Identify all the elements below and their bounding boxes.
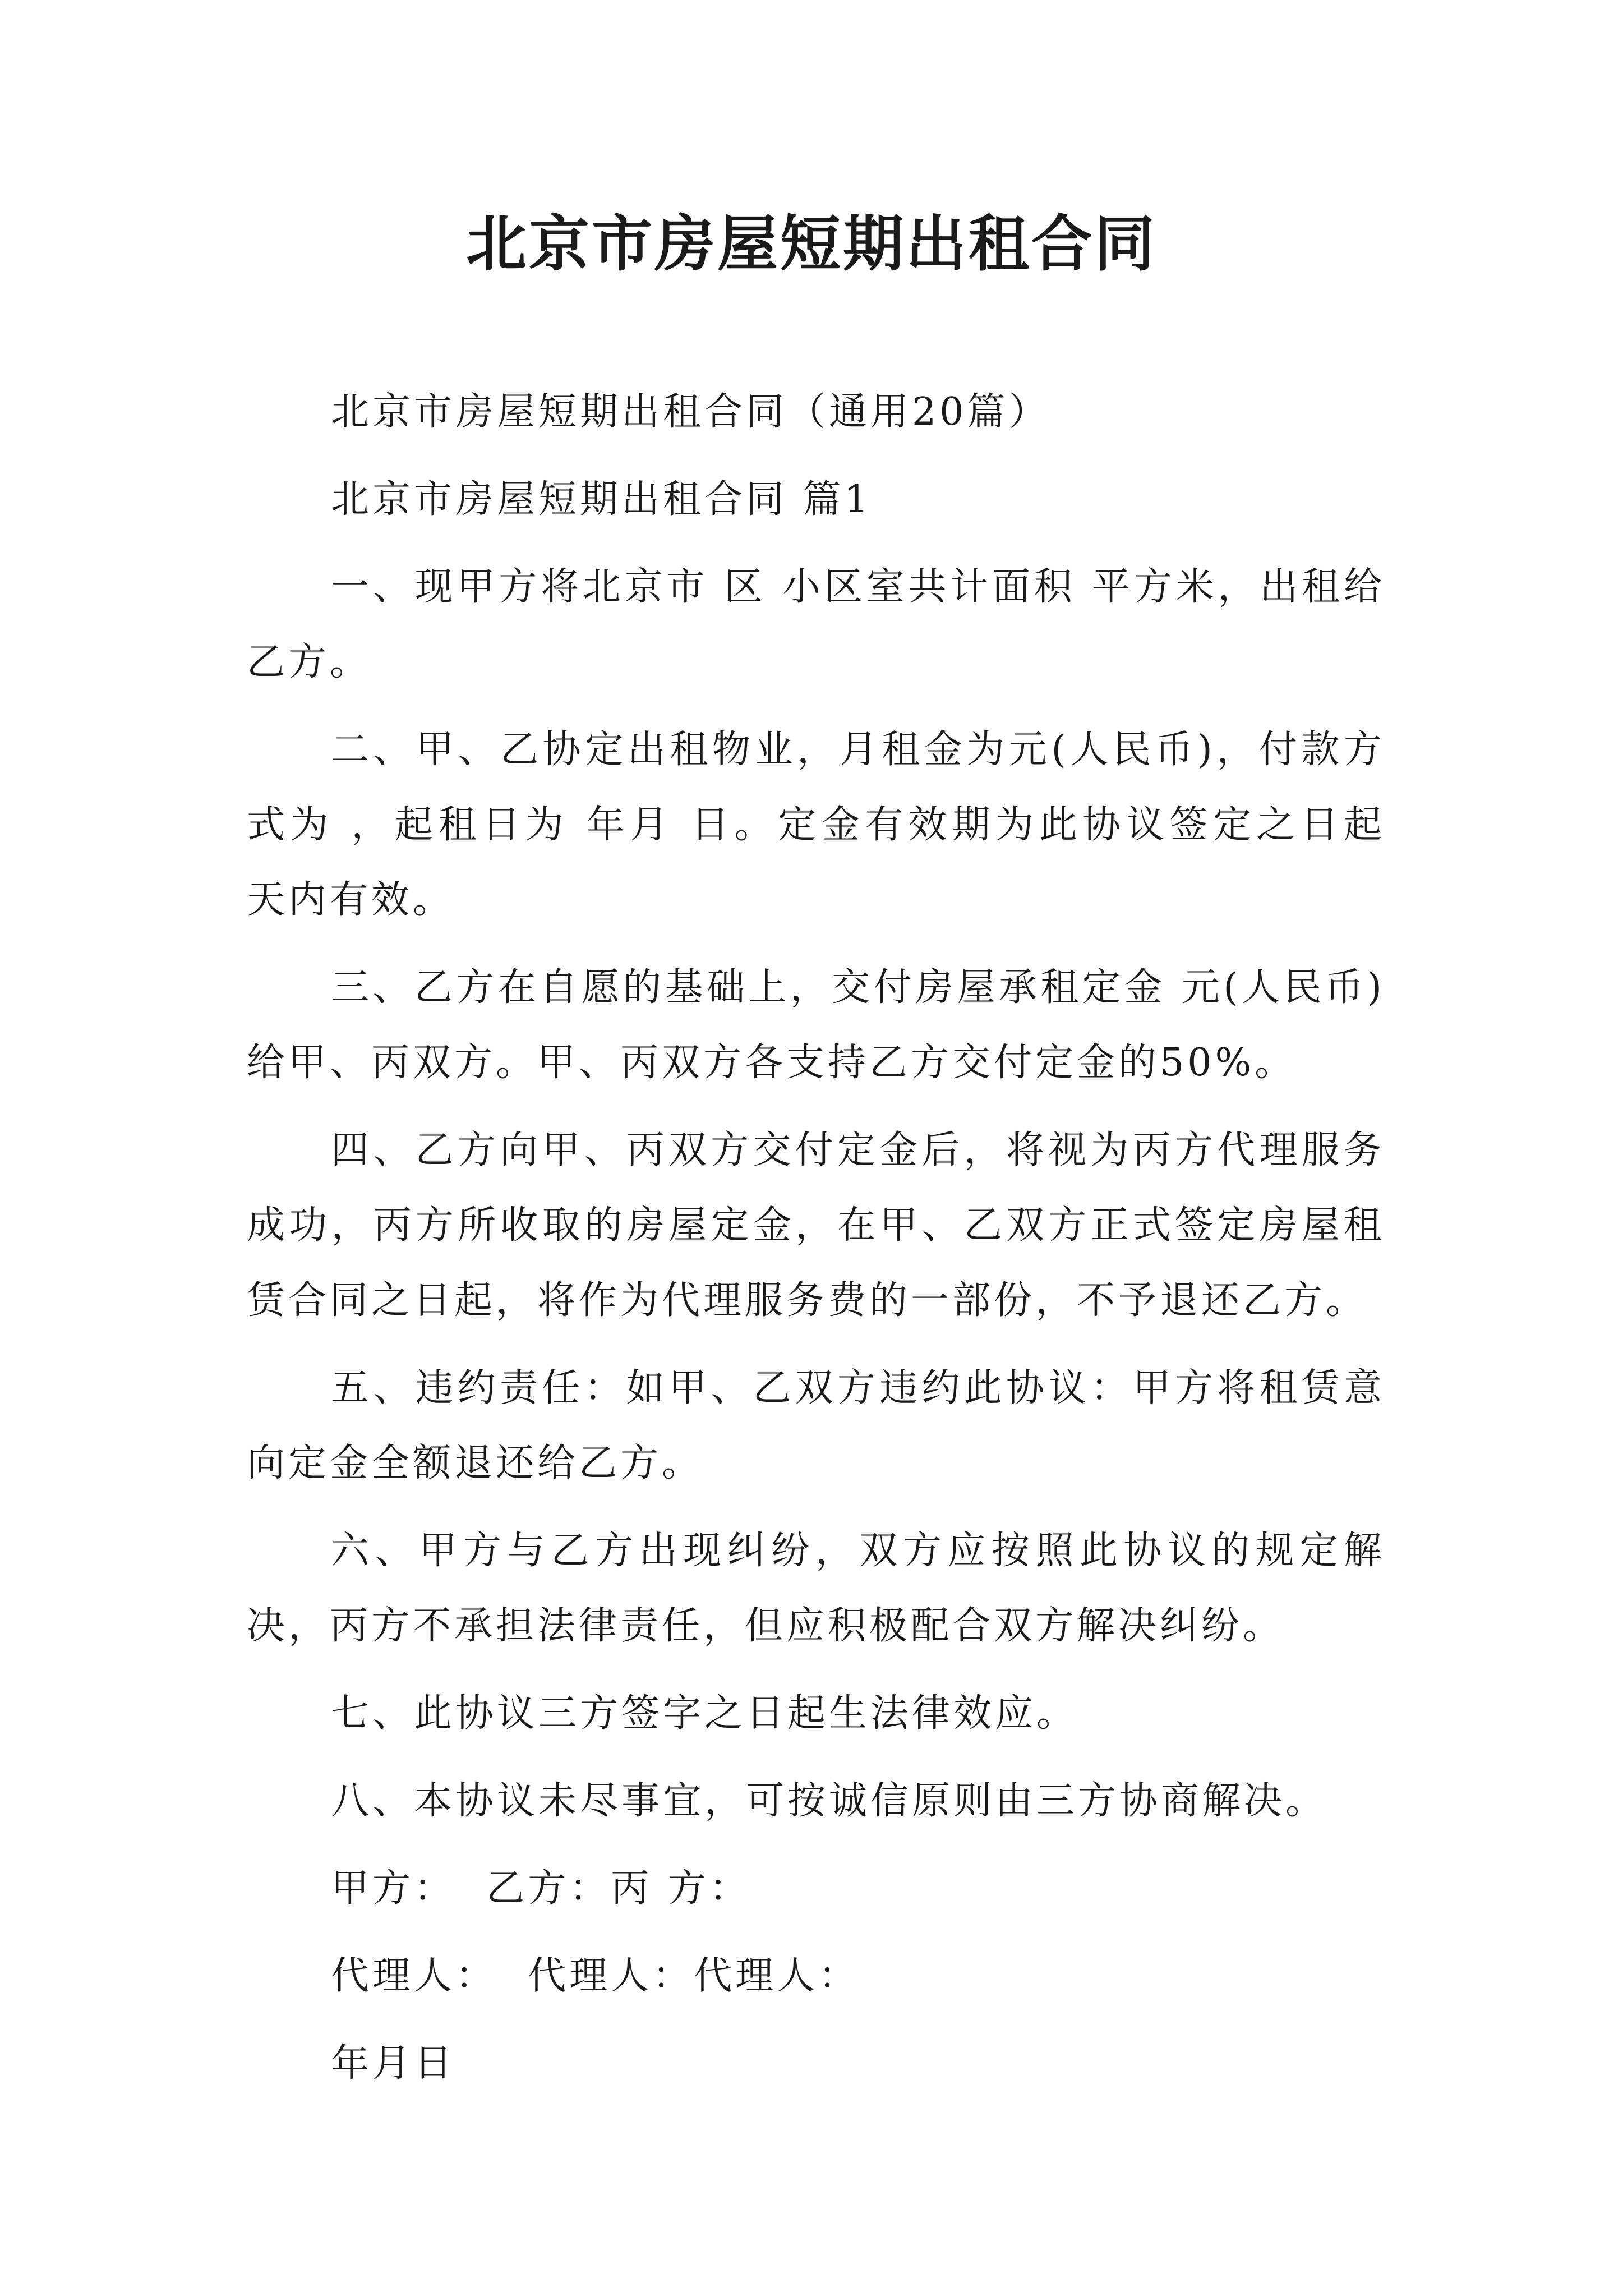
clause-7: 七、此协议三方签字之日起生法律效应。 <box>331 1691 1078 1736</box>
clause-8: 八、本协议未尽事宜，可按诚信原则由三方协商解决。 <box>331 1779 1327 1823</box>
section-heading: 北京市房屋短期出租合同 篇1 <box>331 477 872 522</box>
signature-agents: 代理人： 代理人：代理人： <box>331 1954 860 1998</box>
clause-2: 二、甲、乙协定出租物业，月租金为元(人民币)，付款方式为 ，起租日为 年月 日。定金有效期为此协议签定之日起 天内有效。 <box>247 728 1401 922</box>
clause-6: 六、甲方与乙方出现纠纷，双方应按照此协议的规定解决，丙方不承担法律责任，但应积极配合双方解决纠纷。 <box>247 1529 1385 1648</box>
clause-5: 五、违约责任：如甲、乙双方违约此协议：甲方将租赁意向定金全额退还给乙方。 <box>247 1366 1385 1485</box>
clause-1: 一、现甲方将北京市 区 小区室共计面积 平方米，出租给乙方。 <box>247 565 1385 684</box>
document-body <box>247 375 1401 2114</box>
signature-parties: 甲方： 乙方：丙 方： <box>331 1866 751 1911</box>
document-subtitle: 北京市房屋短期出租合同（通用20篇） <box>331 390 1050 434</box>
clause-3: 三、乙方在自愿的基础上，交付房屋承租定金 元(人民币)给甲、丙双方。甲、丙双方各支持乙方交付定金的50%。 <box>247 965 1385 1085</box>
document-title: 北京市房屋短期出租合同 <box>465 209 1157 279</box>
clause-4: 四、乙方向甲、丙双方交付定金后，将视为丙方代理服务成功，丙方所收取的房屋定金，在甲、乙双方正式签定房屋租赁合同之日起，将作为代理服务费的一部份，不予退还乙方。 <box>247 1128 1385 1323</box>
signature-date: 年月日 <box>331 2041 456 2086</box>
